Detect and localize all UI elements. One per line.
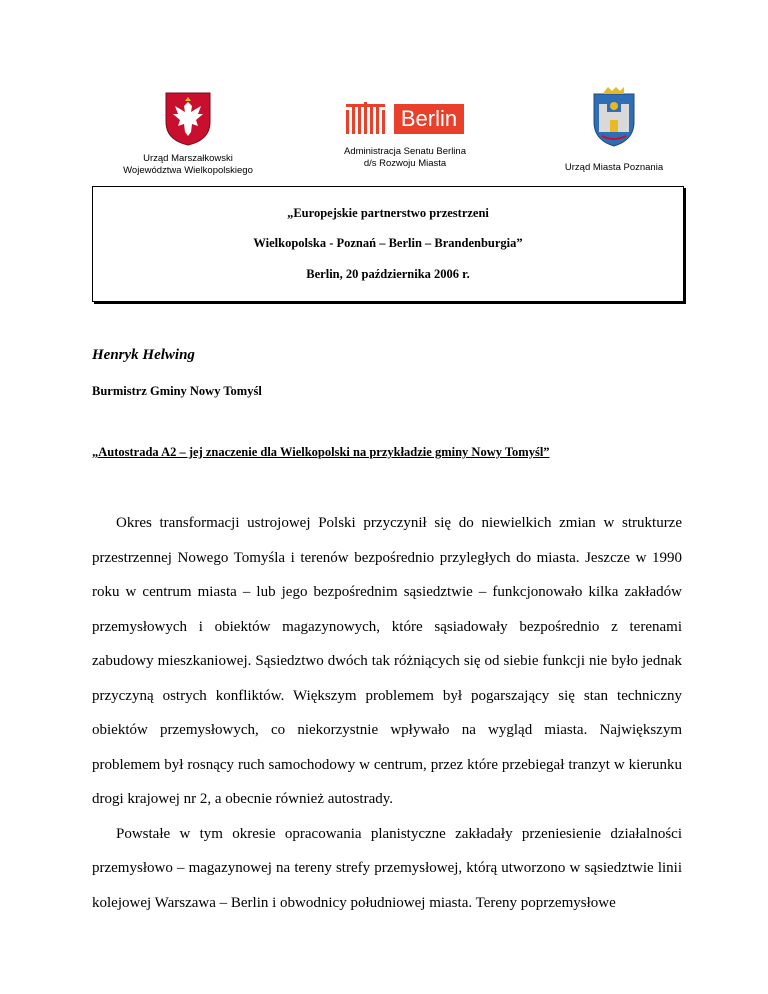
logo-right-caption: Urząd Miasta Poznania bbox=[564, 162, 664, 173]
talk-title: „Autostrada A2 – jej znaczenie dla Wielkopolski na przykładzie gminy Nowy Tomyśl” bbox=[92, 445, 550, 459]
logo-left-caption-2: Województwa Wielkopolskiego bbox=[123, 165, 253, 176]
article-body bbox=[92, 506, 682, 920]
paragraph: Okres transformacji ustrojowej Polski przyczynił się do niewielkich zmian w strukturze przestrzennej Nowego Tomyśla i terenów bezpośrednio przyległych do miasta. Jeszcze w 1990 roku w centrum miasta – lub jego bezpośrednim sąsiedztwie – funkcjonowało kilka zakładów przemysłowych i obiektów magazynowych, które sąsiadowały bezpośrednio z terenami zabudowy mieszkaniowej. Sąsiedztwo dwóch tak różniących się od siebie funkcji nie było jednak przyczyną ostrych konfliktów. Większym problemem był pogarszający się stan techniczny obiektów przemysłowych, co niekorzystnie wpływało na wygląd miasta. Największym problemem był rosnący ruch samochodowy w centrum, przez które przebiegał tranzyt w kierunku drogi krajowej nr 2, a obecnie również autostrady. bbox=[92, 515, 682, 807]
logo-berlin bbox=[320, 100, 490, 170]
author-role: Burmistrz Gminy Nowy Tomyśl bbox=[92, 384, 262, 398]
conference-title: „Europejskie partnerstwo przestrzeni bbox=[287, 206, 489, 220]
berlin-wordmark: Berlin bbox=[394, 104, 464, 134]
logo-poznan bbox=[555, 86, 673, 174]
logo-wielkopolska bbox=[108, 92, 268, 177]
conference-date: Berlin, 20 października 2006 r. bbox=[306, 267, 470, 281]
conference-header-box bbox=[92, 186, 684, 302]
berlin-bars-icon bbox=[346, 102, 392, 134]
conference-subtitle: Wielkopolska - Poznań – Berlin – Brandenburgia” bbox=[253, 236, 523, 250]
author-name: Henryk Helwing bbox=[92, 347, 195, 363]
eagle-coat-of-arms-icon bbox=[165, 92, 211, 146]
logo-mid-caption-1: Administracja Senatu Berlina bbox=[344, 146, 466, 157]
paragraph: Powstałe w tym okresie opracowania planistyczne zakładały przeniesienie działalności przemysłowo – magazynowej na tereny strefy przemysłowej, którą utworzono w sąsiedztwie linii kolejowej Warszawa – Berlin i obwodnicy południowej miasta. Tereny poprzemysłowe bbox=[92, 825, 682, 911]
logo-left-caption-1: Urząd Marszałkowski bbox=[143, 153, 233, 164]
logo-mid-caption-2: d/s Rozwoju Miasta bbox=[363, 158, 447, 169]
poznan-coat-of-arms-icon bbox=[590, 86, 638, 148]
